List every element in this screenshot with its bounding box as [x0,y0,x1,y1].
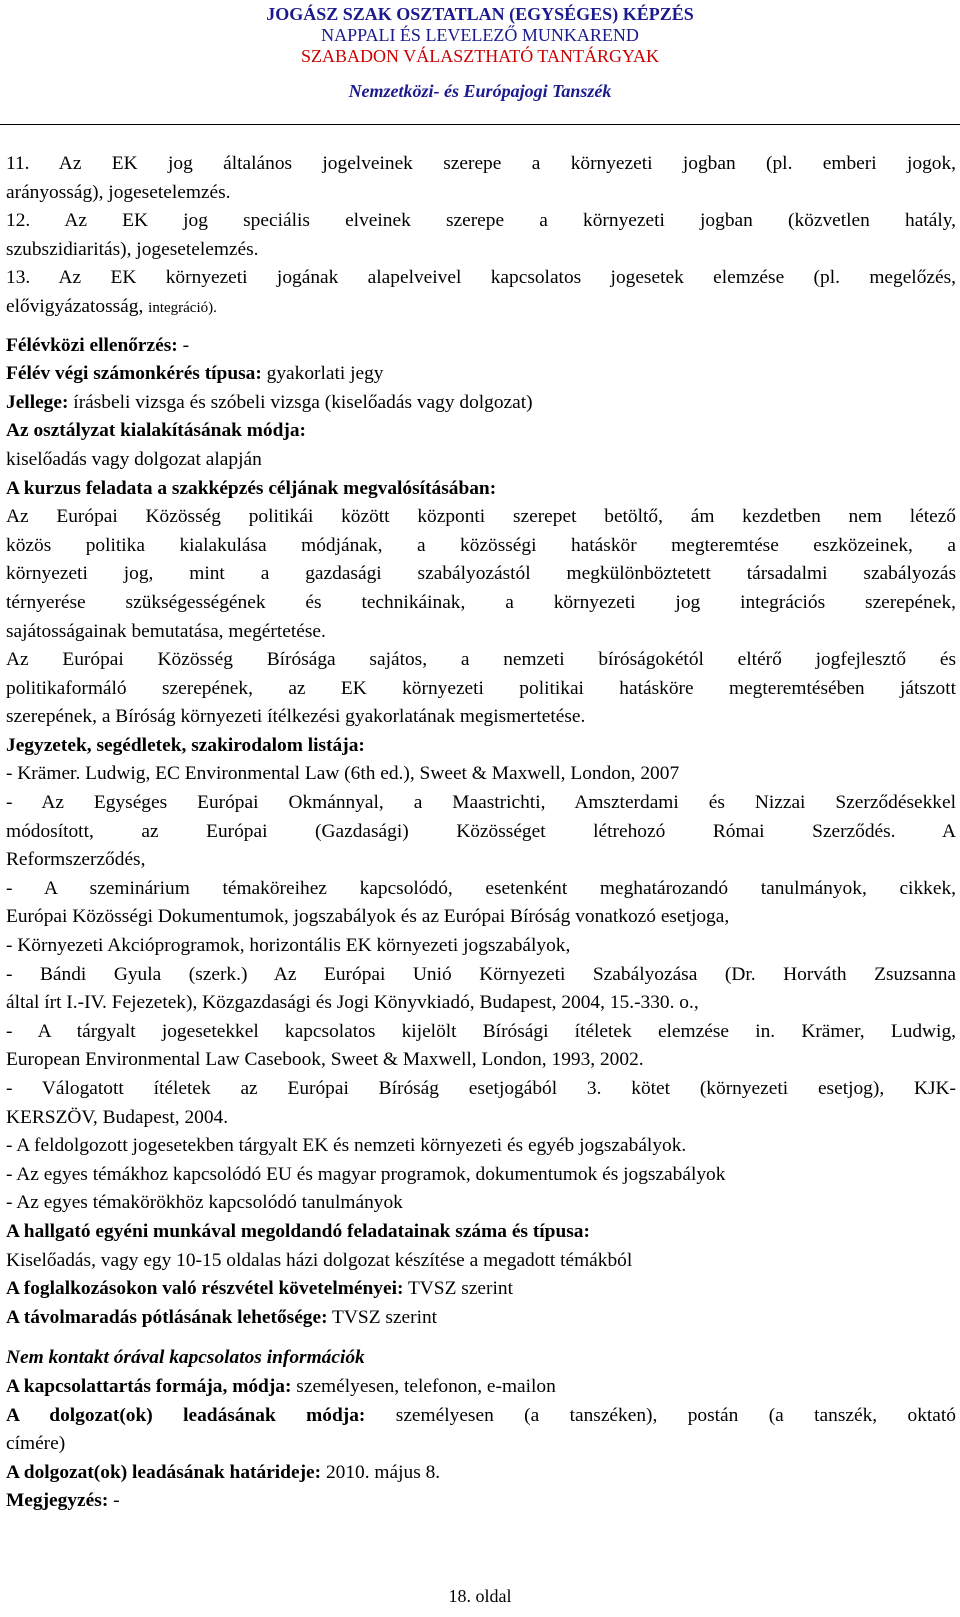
literature-line: - Az Egységes Európai Okmánnyal, a Maastrichti, Amszterdami és Nizzai Szerződésekkel [6,792,956,814]
page-header [0,4,960,102]
header-line-3: SZABADON VÁLASZTHATÓ TANTÁRGYAK [301,46,659,66]
deadline-label: A dolgozat(ok) leadásának határideje: [6,1461,322,1483]
task-label: A kurzus feladata a szakképzés céljának megvalósításában: [6,477,497,499]
contact-label: A kapcsolattartás formája, módja: [6,1375,292,1397]
task-p1-line: környezeti jog, mint a gazdasági szabályozástól megkülönböztetett társadalmi szabályozás [6,563,956,585]
task-p2-line: politikaformáló szerepének, az EK környezeti politikai hatásköre megteremtésében játszott [6,677,956,699]
literature-line: - A feldolgozott jogesetekben tárgyalt EK és nemzeti környezeti és egyéb jogszabályok. [6,1135,687,1157]
department-name: Nemzetközi- és Európajogi Tanszék [348,81,612,101]
absence-value: TVSZ szerint [327,1306,438,1328]
task-p2-line: szerepének, a Bíróság környezeti ítélkezési gyakorlatának megismertetése. [6,706,586,728]
topic-13-line-2 [6,293,956,323]
exam-type-label: Félév végi számonkérés típusa: [6,363,262,385]
note-row [6,1487,956,1516]
topic-11-line-2: arányosság), jogesetelemzés. [6,181,231,203]
literature-line: Európai Közösségi Dokumentumok, jogszabályok és az Európai Bíróság vonatkozó esetjoga, [6,906,730,928]
student-work-label: A hallgató egyéni munkával megoldandó feladatainak száma és típusa: [6,1220,590,1242]
header-line-2: NAPPALI ÉS LEVELEZŐ MUNKAREND [321,25,639,45]
submit-value: személyesen (a tanszéken), postán (a tanszék, oktató [365,1404,956,1426]
literature-line: - Az egyes témakörökhöz kapcsolódó tanulmányok [6,1192,403,1214]
document-body [6,150,956,1516]
attendance-value: TVSZ szerint [403,1278,513,1300]
character-row [6,389,956,418]
exam-type-value: gyakorlati jegy [261,363,384,385]
literature-line: - Válogatott ítéletek az Európai Bíróság esetjogából 3. kötet (környezeti esetjog), KJK- [6,1078,956,1099]
literature-line: European Environmental Law Casebook, Sweet & Maxwell, London, 1993, 2002. [6,1049,644,1071]
submit-row [6,1402,956,1431]
literature-line: - Krämer. Ludwig, EC Environmental Law (6th ed.), Sweet & Maxwell, London, 2007 [6,763,680,785]
deadline-value: 2010. május 8. [321,1461,441,1483]
contact-value: személyesen, telefonon, e-mailon [291,1375,556,1397]
topic-11-line-1: 11. Az EK jog általános jogelveinek szerepe a környezeti jogban (pl. emberi jogok, [6,153,956,174]
submit-label: A dolgozat(ok) leadásának módja: [6,1404,366,1426]
literature-line: - Az egyes témákhoz kapcsolódó EU és magyar programok, dokumentumok és jogszabályok [6,1163,726,1185]
literature-line: - A tárgyalt jogesetekkel kapcsolatos kijelölt Bírósági ítéletek elemzése in. Krämer, Ludwig, [6,1020,956,1042]
grading-value: kiselőadás vagy dolgozat alapján [6,448,262,470]
literature-line: - Környezeti Akcióprogramok, horizontális EK környezeti jogszabályok, [6,935,571,957]
midterm-value: - [177,334,190,356]
absence-row [6,1304,956,1333]
literature-line: KERSZÖV, Budapest, 2004. [6,1106,229,1128]
midterm-row [6,332,956,361]
literature-label: Jegyzetek, segédletek, szakirodalom listája: [6,734,365,756]
contact-row [6,1373,956,1402]
topic-12-line-1: 12. Az EK jog speciális elveinek szerepe a környezeti jogban (közvetlen hatály, [6,210,956,232]
page-number: 18. oldal [448,1586,512,1606]
task-p1-line: sajátosságainak bemutatása, megértetése. [6,620,326,642]
topic-13-line-1: 13. Az EK környezeti jogának alapelveivel kapcsolatos jogesetek elemzése (pl. megelőzés, [6,267,956,289]
task-p1-line: térnyerése szükségességének és technikáinak, a környezeti jog integrációs szerepének, [6,591,956,613]
header-divider [0,124,960,125]
topic-12-line-2: szubszidiaritás), jogesetelemzés. [6,238,259,260]
header-line-1: JOGÁSZ SZAK OSZTATLAN (EGYSÉGES) KÉPZÉS [266,4,694,24]
exam-type-row [6,360,956,389]
student-work-value: Kiselőadás, vagy egy 10-15 oldalas házi dolgozat készítése a megadott témákból [6,1249,633,1271]
task-p1-line: Az Európai Közösség politikái között központi szerepet betöltő, ám kezdetben nem létező [6,506,956,528]
task-p1-line: közös politika kialakulása módjának, a közösségi hatáskör megteremtése eszközeinek, a [6,534,956,556]
literature-line: módosított, az Európai (Gazdasági) Közösséget létrehozó Római Szerződés. A [6,820,956,842]
topic-13-text: elővigyázatosság, [6,295,149,317]
note-value: - [108,1490,120,1512]
attendance-label: A foglalkozásokon való részvétel követelményei: [6,1278,404,1300]
note-label: Megjegyzés: [6,1490,109,1512]
literature-line: Reformszerződés, [6,849,146,871]
attendance-row [6,1275,956,1304]
submit-value-cont: címére) [6,1433,66,1455]
absence-label: A távolmaradás pótlásának lehetősége: [6,1306,328,1328]
literature-list [6,760,956,1218]
character-label: Jellege: [6,391,69,413]
literature-line: által írt I.-IV. Fejezetek), Közgazdasági és Jogi Könyvkiadó, Budapest, 2004, 15.-330. o., [6,992,699,1014]
character-value: írásbeli vizsga és szóbeli vizsga (kiselőadás vagy dolgozat) [68,391,533,413]
task-p2-line: Az Európai Közösség Bírósága sajátos, a nemzeti bíróságokétól eltérő jogfejlesztő és [6,649,956,671]
deadline-row [6,1459,956,1488]
literature-line: - A szeminárium témaköreihez kapcsolódó, esetenként meghatározandó tanulmányok, cikkek, [6,877,956,899]
noncontact-title: Nem kontakt órával kapcsolatos információk [6,1347,365,1369]
literature-line: - Bándi Gyula (szerk.) Az Európai Unió Környezeti Szabályozása (Dr. Horváth Zsuzsanna [6,963,956,985]
grading-label: Az osztályzat kialakításának módja: [6,420,307,442]
midterm-label: Félévközi ellenőrzés: [6,334,178,356]
topic-13-small-text: integráció). [148,299,217,316]
